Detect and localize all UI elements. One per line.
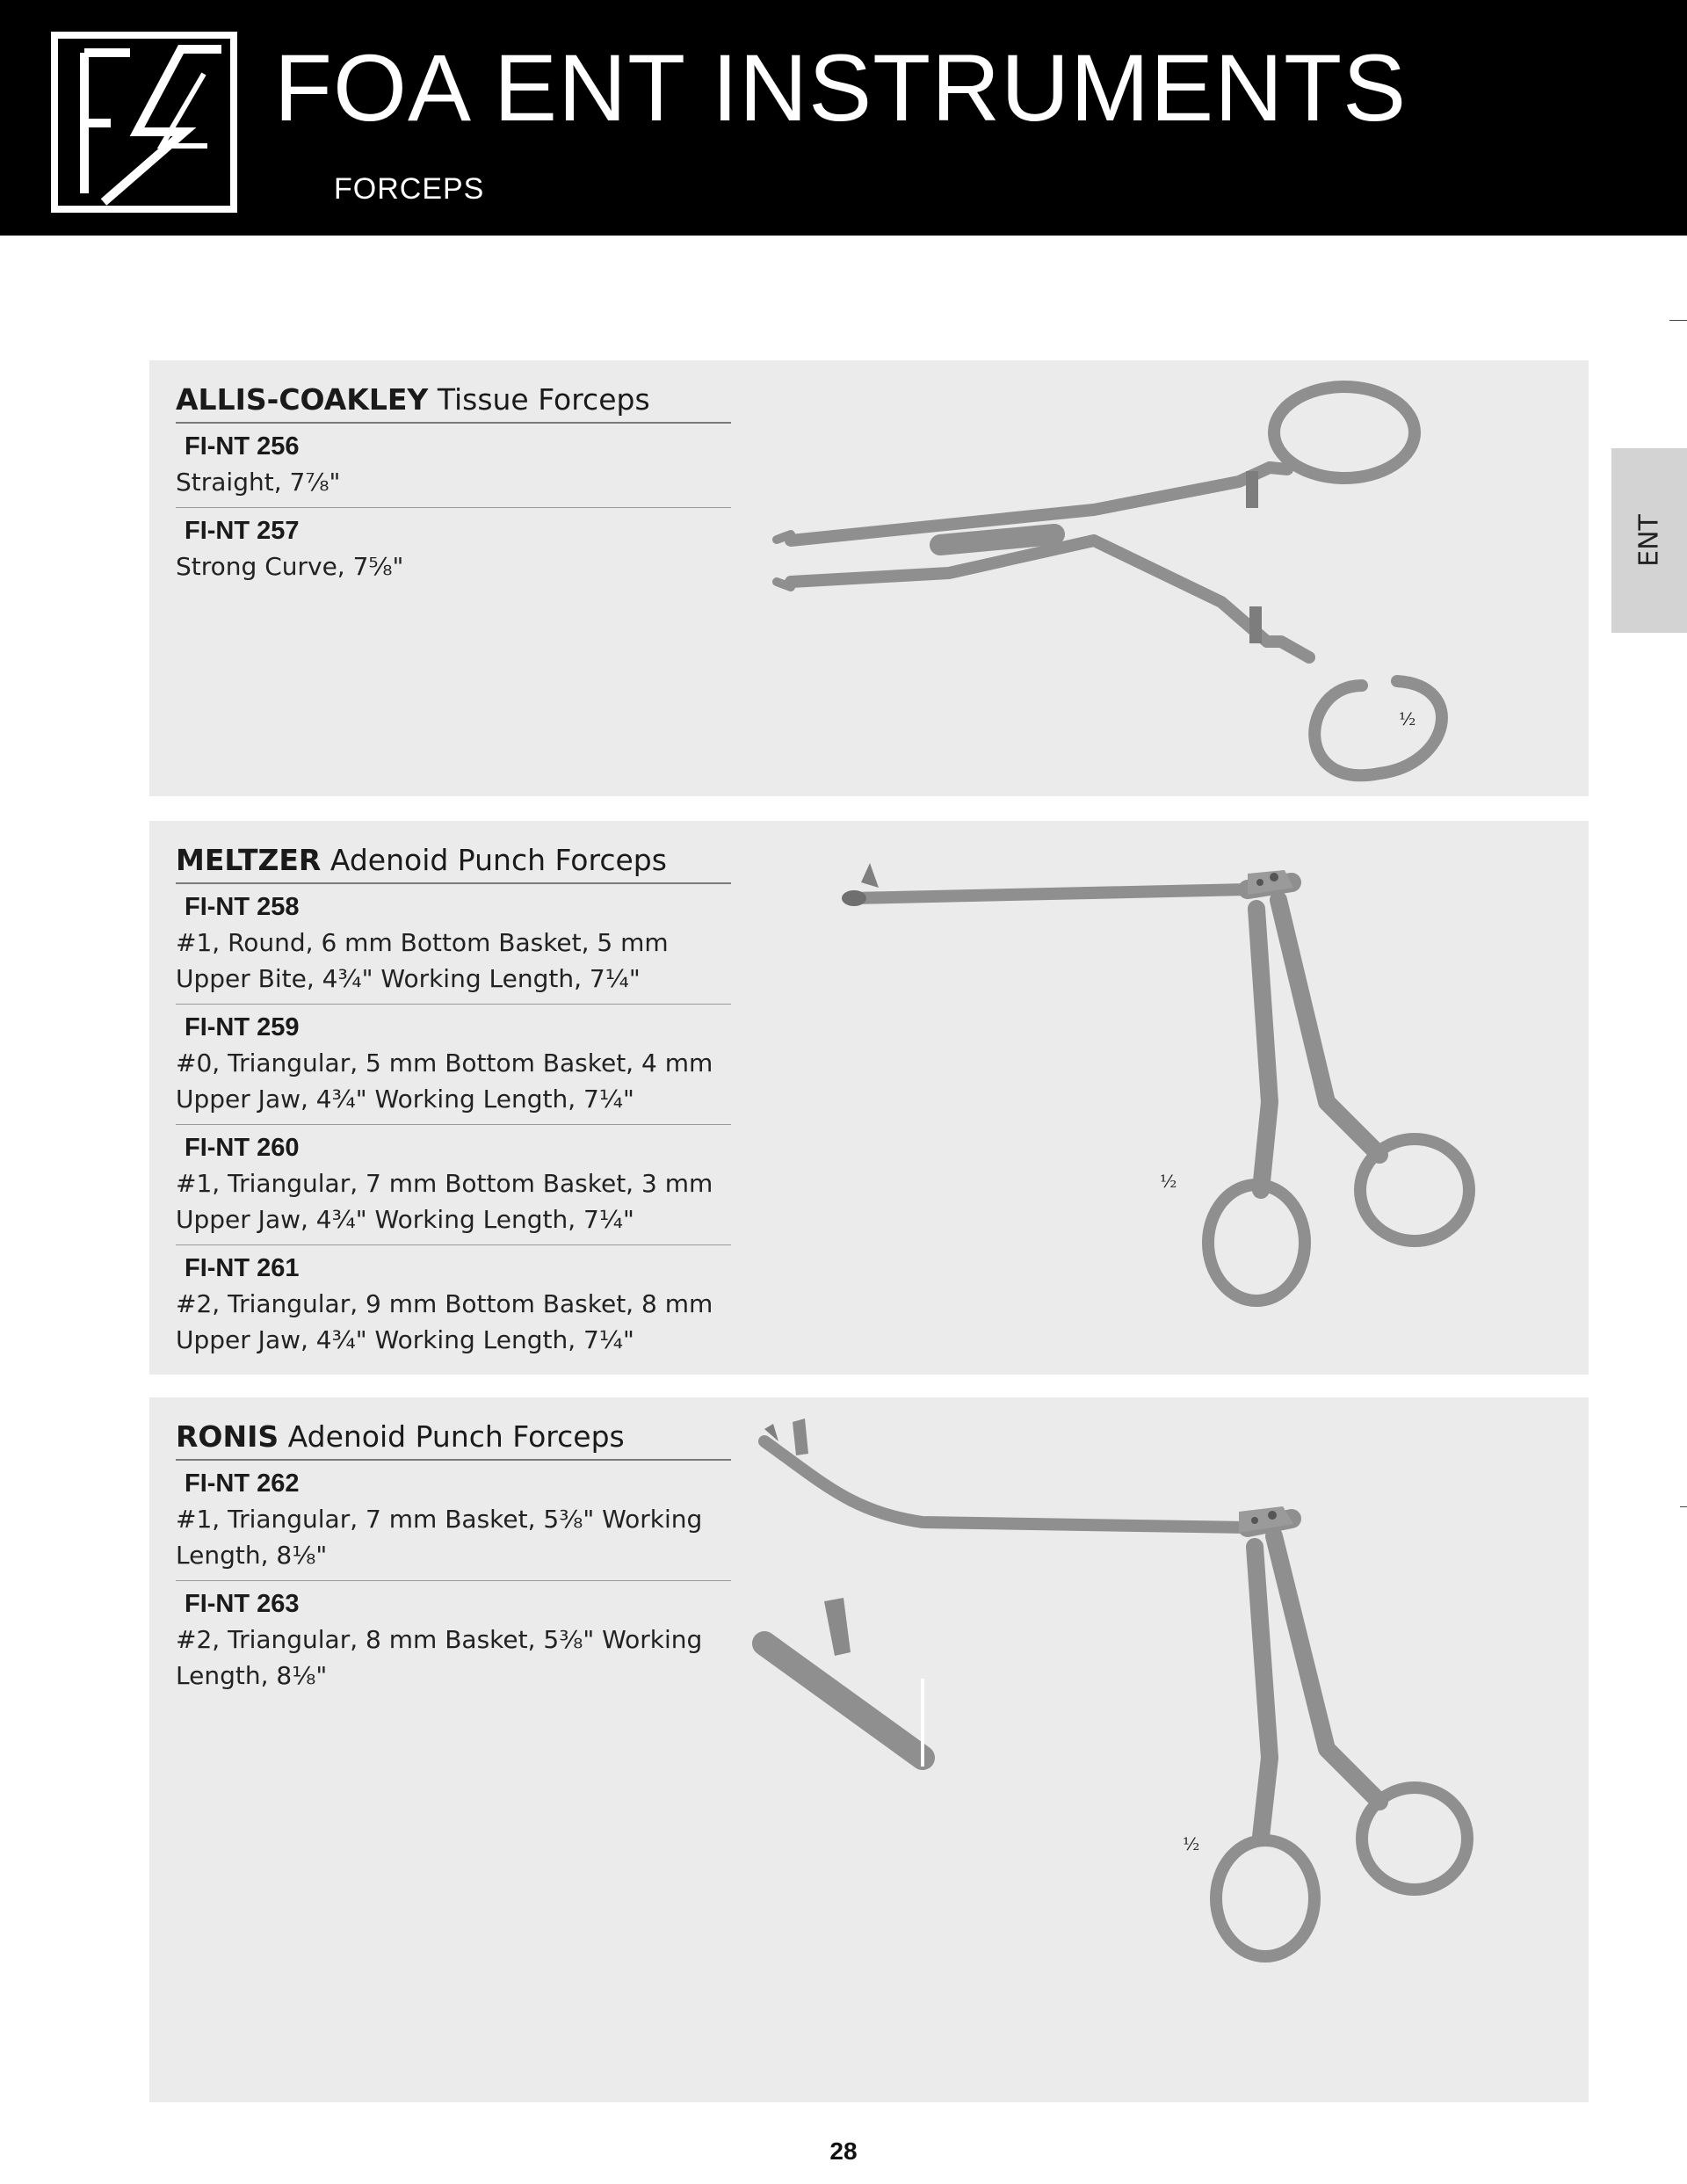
page-header (0, 0, 1687, 236)
catalog-code: FI-NT 262 (185, 1469, 300, 1498)
scale-label: ½ (1399, 708, 1416, 729)
catalog-item (176, 508, 731, 591)
product-brand: ALLIS-COAKLEY (176, 382, 429, 417)
product-name (176, 1417, 731, 1461)
catalog-description: Strong Curve, 7⅝" (176, 552, 404, 581)
product-brand: RONIS (176, 1419, 279, 1454)
catalog-code: FI-NT 260 (185, 1134, 300, 1162)
catalog-item (176, 1005, 731, 1125)
catalog-description: #2, Triangular, 9 mm Bottom Basket, 8 mm Upper Jaw, 4¾" Working Length, 7¼" (176, 1289, 713, 1354)
product-info (176, 380, 731, 591)
margin-tick (1680, 1506, 1687, 1507)
section-tab-ent[interactable] (1611, 448, 1687, 633)
page-number: 28 (829, 2137, 858, 2165)
product-info (176, 840, 731, 1365)
catalog-code: FI-NT 259 (185, 1013, 300, 1041)
product-name (176, 380, 731, 424)
product-type: Adenoid Punch Forceps (287, 1419, 625, 1454)
product-info (176, 1417, 731, 1701)
catalog-description: #1, Triangular, 7 mm Basket, 5⅜" Working Length, 8⅛" (176, 1505, 703, 1570)
catalog-item (176, 1461, 731, 1581)
catalog-description: #1, Triangular, 7 mm Bottom Basket, 3 mm Upper Jaw, 4¾" Working Length, 7¼" (176, 1169, 713, 1234)
catalog-description: #1, Round, 6 mm Bottom Basket, 5 mm Upper Bite, 4¾" Working Length, 7¼" (176, 928, 669, 993)
meltzer-punch-forceps-icon (835, 838, 1573, 1375)
product-panel-ronis (149, 1397, 1589, 2102)
ronis-punch-forceps-icon (747, 1415, 1573, 2101)
product-panel-meltzer (149, 821, 1589, 1375)
section-subtitle: FORCEPS (334, 172, 485, 206)
catalog-item (176, 884, 731, 1005)
catalog-code: FI-NT 258 (185, 893, 300, 921)
catalog-item (176, 1125, 731, 1245)
allis-coakley-forceps-icon (764, 378, 1573, 782)
catalog-description: Straight, 7⅞" (176, 468, 341, 497)
catalog-code: FI-NT 261 (185, 1254, 300, 1282)
margin-tick (1669, 320, 1687, 321)
catalog-code: FI-NT 256 (185, 432, 300, 461)
product-type: Adenoid Punch Forceps (329, 843, 667, 877)
product-panel-allis-coakley (149, 360, 1589, 796)
section-tab-label: ENT (1633, 514, 1665, 567)
page-title: FOA ENT INSTRUMENTS (274, 34, 1408, 141)
scale-label: ½ (1160, 1171, 1177, 1192)
foa-logo-icon (49, 30, 239, 214)
catalog-item (176, 1581, 731, 1701)
catalog-code: FI-NT 257 (185, 517, 300, 545)
catalog-item (176, 1245, 731, 1365)
catalog-description: #0, Triangular, 5 mm Bottom Basket, 4 mm Upper Jaw, 4¾" Working Length, 7¼" (176, 1048, 713, 1114)
scale-label: ½ (1183, 1833, 1200, 1854)
product-brand: MELTZER (176, 843, 322, 877)
product-name (176, 840, 731, 884)
catalog-description: #2, Triangular, 8 mm Basket, 5⅜" Working Length, 8⅛" (176, 1625, 703, 1690)
catalog-code: FI-NT 263 (185, 1590, 300, 1618)
product-type: Tissue Forceps (437, 382, 650, 417)
catalog-item (176, 424, 731, 508)
